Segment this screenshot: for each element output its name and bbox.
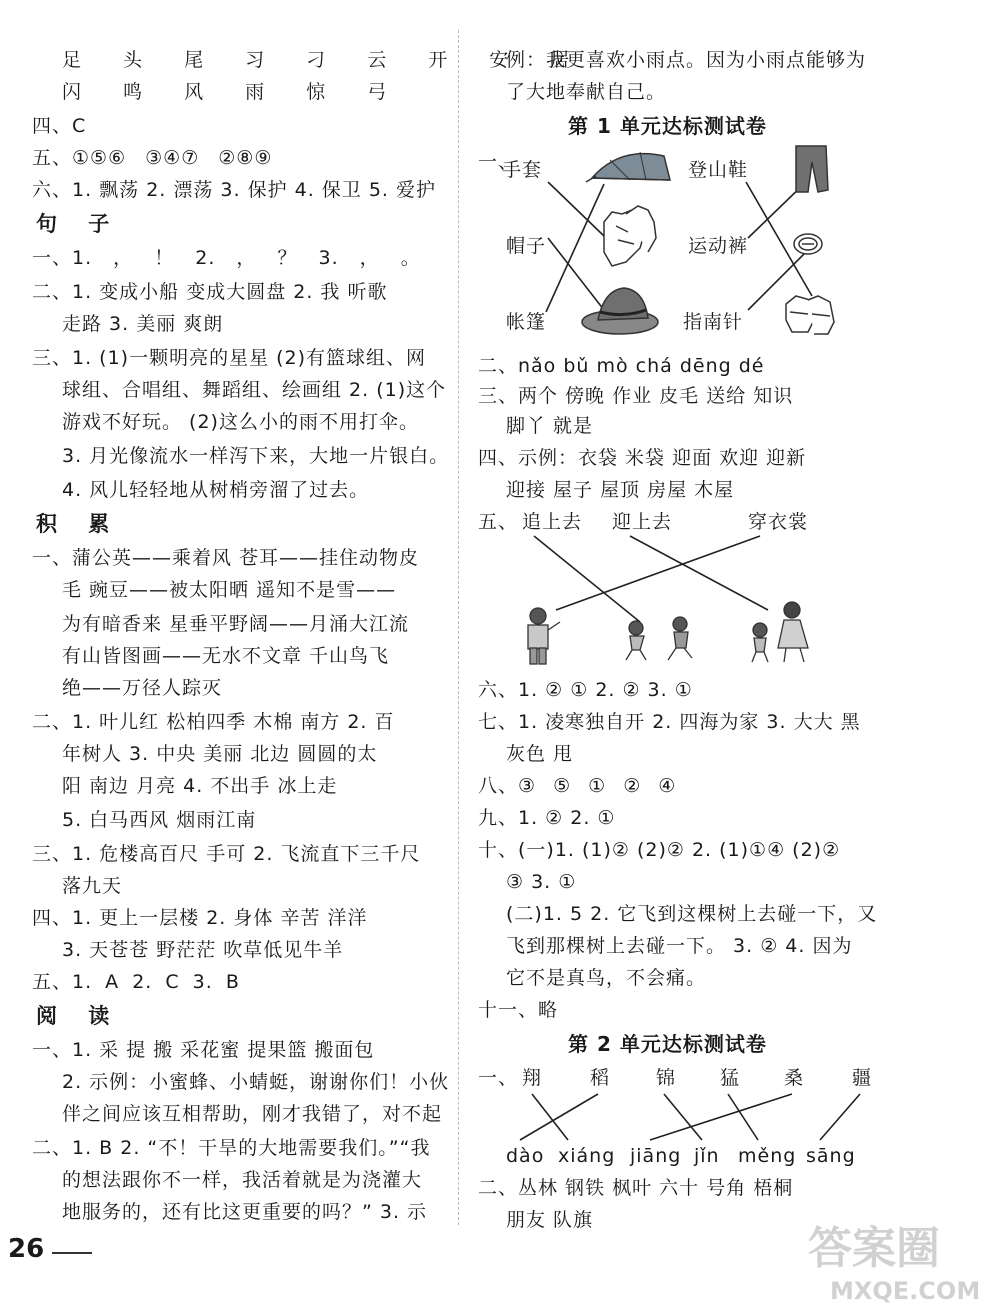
text-line: 九、1. ② 2. ① — [478, 807, 616, 829]
match-word: 指南针 — [683, 311, 744, 333]
text-line: 六、1. 飘荡 2. 漂荡 3. 保护 4. 保卫 5. 爱护 — [32, 179, 436, 201]
text-line: 毛 豌豆——被太阳晒 遥知不是雪—— — [62, 579, 397, 601]
text-line: 3. 月光像流水一样泻下来，大地一片银白。 — [62, 445, 450, 467]
text-line: 它不是真鸟，不会痛。 — [506, 967, 707, 989]
text-line: 三、1. 危楼高百尺 手可 2. 飞流直下三千尺 — [32, 843, 421, 865]
char-item: 翔 — [522, 1067, 543, 1089]
match-word: 运动裤 — [688, 235, 749, 257]
text-line: 一、1. ， ！ 2. ， ？ 3. ， 。 — [32, 247, 421, 269]
text-line: 例：我更喜欢小雨点。因为小雨点能够为 — [506, 49, 867, 71]
match-word: 帽子 — [506, 235, 547, 257]
question-prefix: 五、 — [478, 511, 519, 533]
page-number-rule — [52, 1252, 92, 1254]
text-line: 4. 风儿轻轻地从树梢旁溜了过去。 — [62, 479, 370, 501]
text-line: 朋友 队旗 — [506, 1209, 594, 1231]
text-line: 八、③ ⑤ ① ② ④ — [478, 775, 677, 797]
text-line: 迎接 屋子 屋顶 房屋 木屋 — [506, 479, 735, 501]
svg-text:答案圈: 答案圈 — [808, 1223, 940, 1274]
match-word: 穿衣裳 — [748, 511, 809, 533]
text-line: 的想法跟你不一样，我活着就是为浇灌大 — [62, 1169, 423, 1191]
pinyin-item: jiāng — [630, 1145, 682, 1167]
hat-icon — [582, 288, 658, 334]
text-line: ③ 3. ① — [506, 871, 577, 893]
char-item: 稻 — [590, 1067, 611, 1089]
text-line: 灰色 甩 — [506, 743, 574, 765]
hiking-shoes-icon — [786, 296, 834, 334]
gloves-icon — [604, 206, 656, 266]
matching-lines-q5 — [534, 536, 768, 622]
mother-child-icon — [752, 602, 808, 662]
text-line: 四、C — [32, 115, 87, 137]
unit-title: 第 1 单元达标测试卷 — [568, 114, 767, 138]
text-line: 闪 鸣 风 雨 惊 弓 — [62, 81, 405, 103]
text-line: 了大地奉献自己。 — [506, 81, 667, 103]
text-line: 四、1. 更上一层楼 2. 身体 辛苦 洋洋 — [32, 907, 368, 929]
pinyin-item: měng — [738, 1145, 797, 1167]
char-item: 疆 — [852, 1067, 873, 1089]
text-line: 3. 天苍苍 野茫茫 吹草低见牛羊 — [62, 939, 344, 961]
text-line: 二、1. 叶儿红 松柏四季 木棉 南方 2. 百 — [32, 711, 395, 733]
text-line: 有山皆图画——无水不文章 千山鸟飞 — [62, 645, 390, 667]
text-line: 地服务的，还有比这更重要的吗？” 3. 示 — [62, 1201, 428, 1223]
text-line: 七、1. 凌寒独自开 2. 四海为家 3. 大大 黑 — [478, 711, 861, 733]
text-line: 落九天 — [62, 875, 123, 897]
match-word: 帐篷 — [506, 311, 547, 333]
compass-icon — [794, 234, 822, 254]
text-line: 二、1. 变成小船 变成大圆盘 2. 我 听歌 — [32, 281, 388, 303]
question-prefix: 一、 — [478, 1067, 519, 1089]
text-line: 阳 南边 月亮 4. 不出手 冰上走 — [62, 775, 338, 797]
person-standing-icon — [528, 608, 560, 664]
matching-lines-u2 — [520, 1094, 860, 1140]
text-line: 五、1. A 2. C 3. B — [32, 971, 240, 993]
unit-title: 第 2 单元达标测试卷 — [568, 1032, 767, 1056]
text-line: 伴之间应该互相帮助，刚才我错了，对不起 — [62, 1103, 443, 1125]
svg-text:MXQE.COM: MXQE.COM — [830, 1277, 981, 1305]
text-line: 十、(一)1. (1)② (2)② 2. (1)①④ (2)② — [478, 839, 841, 861]
section-heading: 阅 读 — [36, 1004, 122, 1028]
pinyin-item: dào — [506, 1145, 545, 1167]
matching-lines-q1 — [546, 180, 812, 312]
match-word: 追上去 — [522, 511, 583, 533]
children-running-icon — [626, 617, 692, 660]
text-line: 5. 白马西风 烟雨江南 — [62, 809, 257, 831]
text-line: 二、1. B 2. “不！干旱的大地需要我们。”“我 — [32, 1137, 431, 1159]
text-line: (二)1. 5 2. 它飞到这棵树上去碰一下，又 — [506, 903, 878, 925]
text-line: 脚丫 就是 — [506, 415, 594, 437]
pinyin-item: xiáng — [558, 1145, 616, 1167]
text-line: 三、1. (1)一颗明亮的星星 (2)有篮球组、网 — [32, 347, 427, 369]
text-line: 十一、略 — [478, 999, 559, 1021]
page-number: 26 — [8, 1234, 45, 1264]
char-item: 锦 — [656, 1067, 677, 1089]
text-line: 飞到那棵树上去碰一下。 3. ② 4. 因为 — [506, 935, 853, 957]
char-item: 桑 — [784, 1067, 805, 1089]
text-line: 2. 示例：小蜜蜂、小蜻蜓，谢谢你们！小伙 — [62, 1071, 450, 1093]
text-line: 二、丛林 钢铁 枫叶 六十 号角 梧桐 — [478, 1177, 794, 1199]
pants-icon — [796, 146, 828, 192]
char-item: 猛 — [720, 1067, 741, 1089]
text-line: 二、nǎo bǔ mò chá dēng dé — [478, 355, 765, 377]
text-line: 五、①⑤⑥ ③④⑦ ②⑧⑨ — [32, 147, 273, 169]
text-line: 游戏不好玩。 (2)这么小的雨不用打伞。 — [62, 411, 419, 433]
text-line: 走路 3. 美丽 爽朗 — [62, 313, 224, 335]
text-line: 球组、合唱组、舞蹈组、绘画组 2. (1)这个 — [62, 379, 447, 401]
text-line: 为有暗香来 星垂平野阔——月涌大江流 — [62, 613, 410, 635]
text-line: 年树人 3. 中央 美丽 北边 圆圆的太 — [62, 743, 378, 765]
text-line: 六、1. ② ① 2. ② 3. ① — [478, 679, 693, 701]
text-line: 三、两个 傍晚 作业 皮毛 送给 知识 — [478, 385, 794, 407]
match-word: 登山鞋 — [688, 159, 749, 181]
section-heading: 积 累 — [36, 512, 122, 536]
section-heading: 句 子 — [36, 212, 122, 236]
text-line: 一、蒲公英——乘着风 苍耳——挂住动物皮 — [32, 547, 420, 569]
text-line: 绝——万径人踪灭 — [62, 677, 223, 699]
question-prefix: 一、 — [478, 151, 519, 173]
text-line: 四、示例：衣袋 米袋 迎面 欢迎 迎新 — [478, 447, 807, 469]
text-line: 一、1. 采 提 搬 采花蜜 提果篮 搬面包 — [32, 1039, 375, 1061]
match-word: 迎上去 — [612, 511, 673, 533]
pinyin-item: jǐn — [694, 1145, 720, 1167]
pinyin-item: sāng — [806, 1145, 856, 1167]
tent-icon — [586, 152, 670, 182]
text-line: 足 头 尾 习 刁 云 开 安 居 — [62, 49, 588, 71]
match-word: 手套 — [502, 159, 543, 181]
watermark-logo — [800, 1215, 990, 1305]
